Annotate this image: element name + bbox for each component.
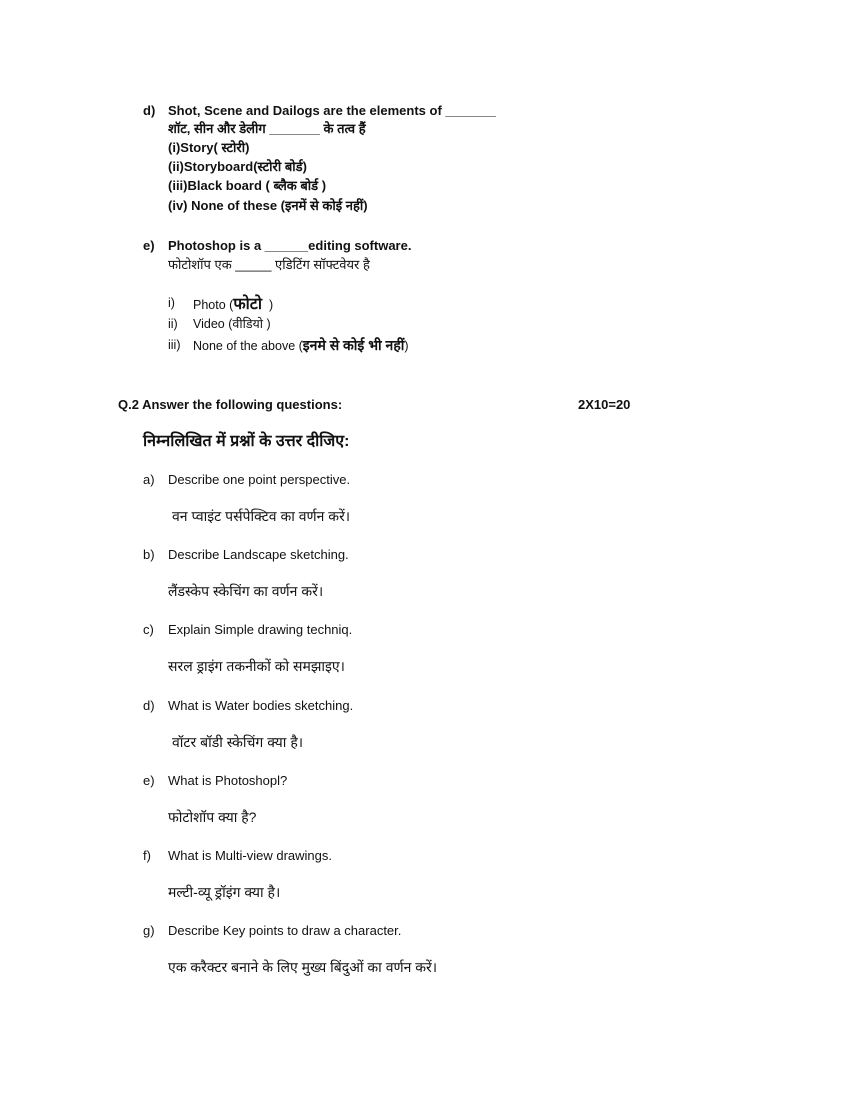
question-text-en: Describe one point perspective. [168,472,351,487]
question-text-en: What is Water bodies sketching. [168,698,354,713]
item-letter: d) [143,698,155,713]
question-text-hi: वन प्वाइंट पर्सपेक्टिव का वर्णन करें। [172,508,351,524]
question-text-en: Shot, Scene and Dailogs are the elements of _______ [168,103,497,118]
section-heading-hi: निम्नलिखित में प्रश्नों के उत्तर दीजिए: [143,433,350,450]
marks-label: 2X10=20 [578,397,631,412]
item-letter: b) [143,547,155,562]
question-text-hi: फोटोशॉप क्या है? [168,809,257,825]
question-text-hi: सरल ड्राइंग तकनीकों को समझाइए। [168,658,345,674]
option-text-hi: इनमे से कोई भी नहीं [302,337,405,353]
item-letter: a) [143,472,155,487]
option-number: i) [168,296,175,310]
option-text-en: Photo ( [193,298,234,312]
question-text-hi: एक करैक्टर बनाने के लिए मुख्य बिंदुओं का वर्णन करें। [168,959,438,975]
question-text-hi: शॉट, सीन और डेलीग _______ के तत्व हैं [168,121,366,136]
option-text-hi: वीडियो [232,317,263,331]
question-text-en: Photoshop is a ______editing software. [168,238,412,253]
option-text-hi: फोटो [233,296,263,313]
question-text-hi: वॉटर बॉडी स्केचिंग क्या है। [172,734,304,750]
item-letter: e) [143,773,155,788]
option-close: ) [266,317,271,331]
option-close: ) [404,339,409,353]
option-text-en: None of the above ( [193,339,303,353]
question-text-hi: मल्टी-व्यू ड्रॉइंग क्या है। [168,884,281,900]
question-text-en: What is Multi-view drawings. [168,848,332,863]
option-4: (iv) None of these (इनमें से कोई नहीं) [168,198,368,213]
question-text-en: What is Photoshopl? [168,773,288,788]
question-text-hi: लैंडस्केप स्केचिंग का वर्णन करें। [168,583,324,599]
option-number: iii) [168,338,181,352]
option-text-en: Video ( [193,317,233,331]
item-letter: f) [143,848,151,863]
option-3: (iii)Black board ( ब्लैक बोर्ड ) [168,178,327,193]
question-text-hi: फोटोशॉप एक _____ एडिटिंग सॉफ्टवेयर है [168,257,370,272]
item-letter: e) [143,238,155,253]
option-2: (ii)Storyboard(स्टोरी बोर्ड) [168,159,307,174]
option-number: ii) [168,317,178,331]
question-text-en: Explain Simple drawing techniq. [168,622,353,637]
option-1 [193,297,273,313]
item-letter: c) [143,622,154,637]
option-3 [193,338,409,353]
item-letter: d) [143,103,156,118]
option-2 [193,318,271,331]
item-letter: g) [143,923,155,938]
option-close: ) [268,298,274,312]
section-heading: Q.2 Answer the following questions: [118,397,343,412]
question-text-en: Describe Landscape sketching. [168,547,349,562]
question-text-en: Describe Key points to draw a character. [168,923,402,938]
option-1: (i)Story( स्टोरी) [168,140,250,155]
